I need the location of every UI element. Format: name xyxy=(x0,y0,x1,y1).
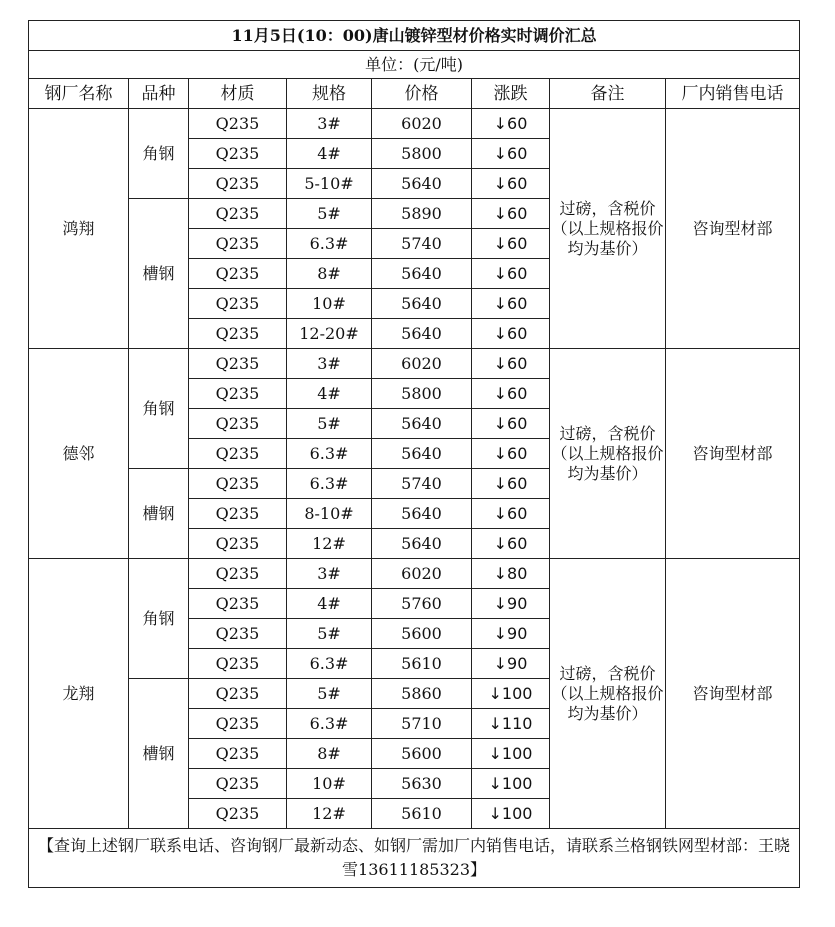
mill-name: 鸿翔 xyxy=(29,109,129,349)
spec-cell: 4# xyxy=(287,379,372,409)
change-cell: ↓60 xyxy=(472,289,550,319)
material-cell: Q235 xyxy=(189,739,287,769)
change-cell: ↓60 xyxy=(472,199,550,229)
header-price: 价格 xyxy=(372,79,472,109)
material-cell: Q235 xyxy=(189,259,287,289)
header-spec: 规格 xyxy=(287,79,372,109)
variety-name: 槽钢 xyxy=(129,679,189,829)
material-cell: Q235 xyxy=(189,379,287,409)
material-cell: Q235 xyxy=(189,769,287,799)
table-body xyxy=(29,21,800,888)
material-cell: Q235 xyxy=(189,559,287,589)
variety-name: 角钢 xyxy=(129,109,189,199)
material-cell: Q235 xyxy=(189,469,287,499)
note-cell: 过磅，含税价（以上规格报价均为基价） xyxy=(550,559,666,829)
spec-cell: 4# xyxy=(287,589,372,619)
note-cell: 过磅，含税价（以上规格报价均为基价） xyxy=(550,109,666,349)
price-cell: 6020 xyxy=(372,109,472,139)
mill-name: 龙翔 xyxy=(29,559,129,829)
material-cell: Q235 xyxy=(189,589,287,619)
material-cell: Q235 xyxy=(189,709,287,739)
variety-name: 槽钢 xyxy=(129,469,189,559)
spec-cell: 6.3# xyxy=(287,709,372,739)
change-cell: ↓100 xyxy=(472,799,550,829)
change-cell: ↓60 xyxy=(472,169,550,199)
spec-cell: 5# xyxy=(287,679,372,709)
table-row xyxy=(29,559,800,589)
change-cell: ↓90 xyxy=(472,649,550,679)
material-cell: Q235 xyxy=(189,619,287,649)
material-cell: Q235 xyxy=(189,139,287,169)
change-cell: ↓100 xyxy=(472,739,550,769)
header-variety: 品种 xyxy=(129,79,189,109)
material-cell: Q235 xyxy=(189,799,287,829)
sales-phone-cell: 咨询型材部 xyxy=(666,109,800,349)
sales-phone-cell: 咨询型材部 xyxy=(666,349,800,559)
change-cell: ↓60 xyxy=(472,379,550,409)
footer-contact-note: 【查询上述钢厂联系电话、咨询钢厂最新动态、如钢厂需加厂内销售电话，请联系兰格钢铁网型材部：王晓雪13611185323】 xyxy=(29,829,800,888)
variety-name: 角钢 xyxy=(129,559,189,679)
price-table xyxy=(28,20,800,888)
change-cell: ↓60 xyxy=(472,439,550,469)
page-title: 11月5日(10：00)唐山镀锌型材价格实时调价汇总 xyxy=(29,21,800,51)
material-cell: Q235 xyxy=(189,349,287,379)
price-cell: 5640 xyxy=(372,169,472,199)
spec-cell: 10# xyxy=(287,289,372,319)
price-cell: 5890 xyxy=(372,199,472,229)
material-cell: Q235 xyxy=(189,199,287,229)
header-mill: 钢厂名称 xyxy=(29,79,129,109)
spec-cell: 5# xyxy=(287,199,372,229)
table-row xyxy=(29,349,800,379)
header-note: 备注 xyxy=(550,79,666,109)
price-cell: 5600 xyxy=(372,739,472,769)
spec-cell: 3# xyxy=(287,349,372,379)
price-cell: 5640 xyxy=(372,319,472,349)
price-cell: 5640 xyxy=(372,499,472,529)
price-cell: 5640 xyxy=(372,409,472,439)
spec-cell: 3# xyxy=(287,559,372,589)
spec-cell: 5# xyxy=(287,619,372,649)
change-cell: ↓60 xyxy=(472,499,550,529)
spec-cell: 6.3# xyxy=(287,469,372,499)
price-cell: 5860 xyxy=(372,679,472,709)
header-row xyxy=(29,79,800,109)
spec-cell: 10# xyxy=(287,769,372,799)
spec-cell: 4# xyxy=(287,139,372,169)
price-cell: 5800 xyxy=(372,139,472,169)
change-cell: ↓60 xyxy=(472,529,550,559)
spec-cell: 5-10# xyxy=(287,169,372,199)
change-cell: ↓60 xyxy=(472,319,550,349)
spec-cell: 12# xyxy=(287,799,372,829)
header-material: 材质 xyxy=(189,79,287,109)
material-cell: Q235 xyxy=(189,649,287,679)
price-cell: 5640 xyxy=(372,289,472,319)
unit-label: 单位：(元/吨) xyxy=(29,51,800,79)
unit-row xyxy=(29,51,800,79)
material-cell: Q235 xyxy=(189,529,287,559)
price-cell: 5610 xyxy=(372,649,472,679)
variety-name: 角钢 xyxy=(129,349,189,469)
price-cell: 5640 xyxy=(372,529,472,559)
table-row xyxy=(29,109,800,139)
price-cell: 5640 xyxy=(372,259,472,289)
spec-cell: 12-20# xyxy=(287,319,372,349)
price-cell: 5640 xyxy=(372,439,472,469)
sales-phone-cell: 咨询型材部 xyxy=(666,559,800,829)
material-cell: Q235 xyxy=(189,289,287,319)
change-cell: ↓100 xyxy=(472,769,550,799)
change-cell: ↓100 xyxy=(472,679,550,709)
change-cell: ↓60 xyxy=(472,409,550,439)
material-cell: Q235 xyxy=(189,319,287,349)
change-cell: ↓80 xyxy=(472,559,550,589)
change-cell: ↓60 xyxy=(472,349,550,379)
spec-cell: 5# xyxy=(287,409,372,439)
material-cell: Q235 xyxy=(189,229,287,259)
price-cell: 6020 xyxy=(372,559,472,589)
header-phone: 厂内销售电话 xyxy=(666,79,800,109)
material-cell: Q235 xyxy=(189,169,287,199)
variety-name: 槽钢 xyxy=(129,199,189,349)
change-cell: ↓60 xyxy=(472,259,550,289)
title-row xyxy=(29,21,800,51)
spec-cell: 6.3# xyxy=(287,229,372,259)
price-cell: 5630 xyxy=(372,769,472,799)
price-cell: 5600 xyxy=(372,619,472,649)
header-change: 涨跌 xyxy=(472,79,550,109)
spec-cell: 6.3# xyxy=(287,649,372,679)
change-cell: ↓90 xyxy=(472,589,550,619)
change-cell: ↓90 xyxy=(472,619,550,649)
change-cell: ↓60 xyxy=(472,139,550,169)
spec-cell: 8# xyxy=(287,259,372,289)
note-cell: 过磅，含税价（以上规格报价均为基价） xyxy=(550,349,666,559)
footer-row xyxy=(29,829,800,888)
price-cell: 5800 xyxy=(372,379,472,409)
price-cell: 6020 xyxy=(372,349,472,379)
change-cell: ↓110 xyxy=(472,709,550,739)
material-cell: Q235 xyxy=(189,409,287,439)
material-cell: Q235 xyxy=(189,499,287,529)
spec-cell: 8# xyxy=(287,739,372,769)
spec-cell: 3# xyxy=(287,109,372,139)
material-cell: Q235 xyxy=(189,439,287,469)
price-cell: 5740 xyxy=(372,229,472,259)
material-cell: Q235 xyxy=(189,109,287,139)
price-cell: 5610 xyxy=(372,799,472,829)
mill-name: 德邻 xyxy=(29,349,129,559)
material-cell: Q235 xyxy=(189,679,287,709)
price-cell: 5740 xyxy=(372,469,472,499)
spec-cell: 6.3# xyxy=(287,439,372,469)
price-cell: 5760 xyxy=(372,589,472,619)
change-cell: ↓60 xyxy=(472,109,550,139)
spec-cell: 8-10# xyxy=(287,499,372,529)
change-cell: ↓60 xyxy=(472,469,550,499)
change-cell: ↓60 xyxy=(472,229,550,259)
price-cell: 5710 xyxy=(372,709,472,739)
spec-cell: 12# xyxy=(287,529,372,559)
